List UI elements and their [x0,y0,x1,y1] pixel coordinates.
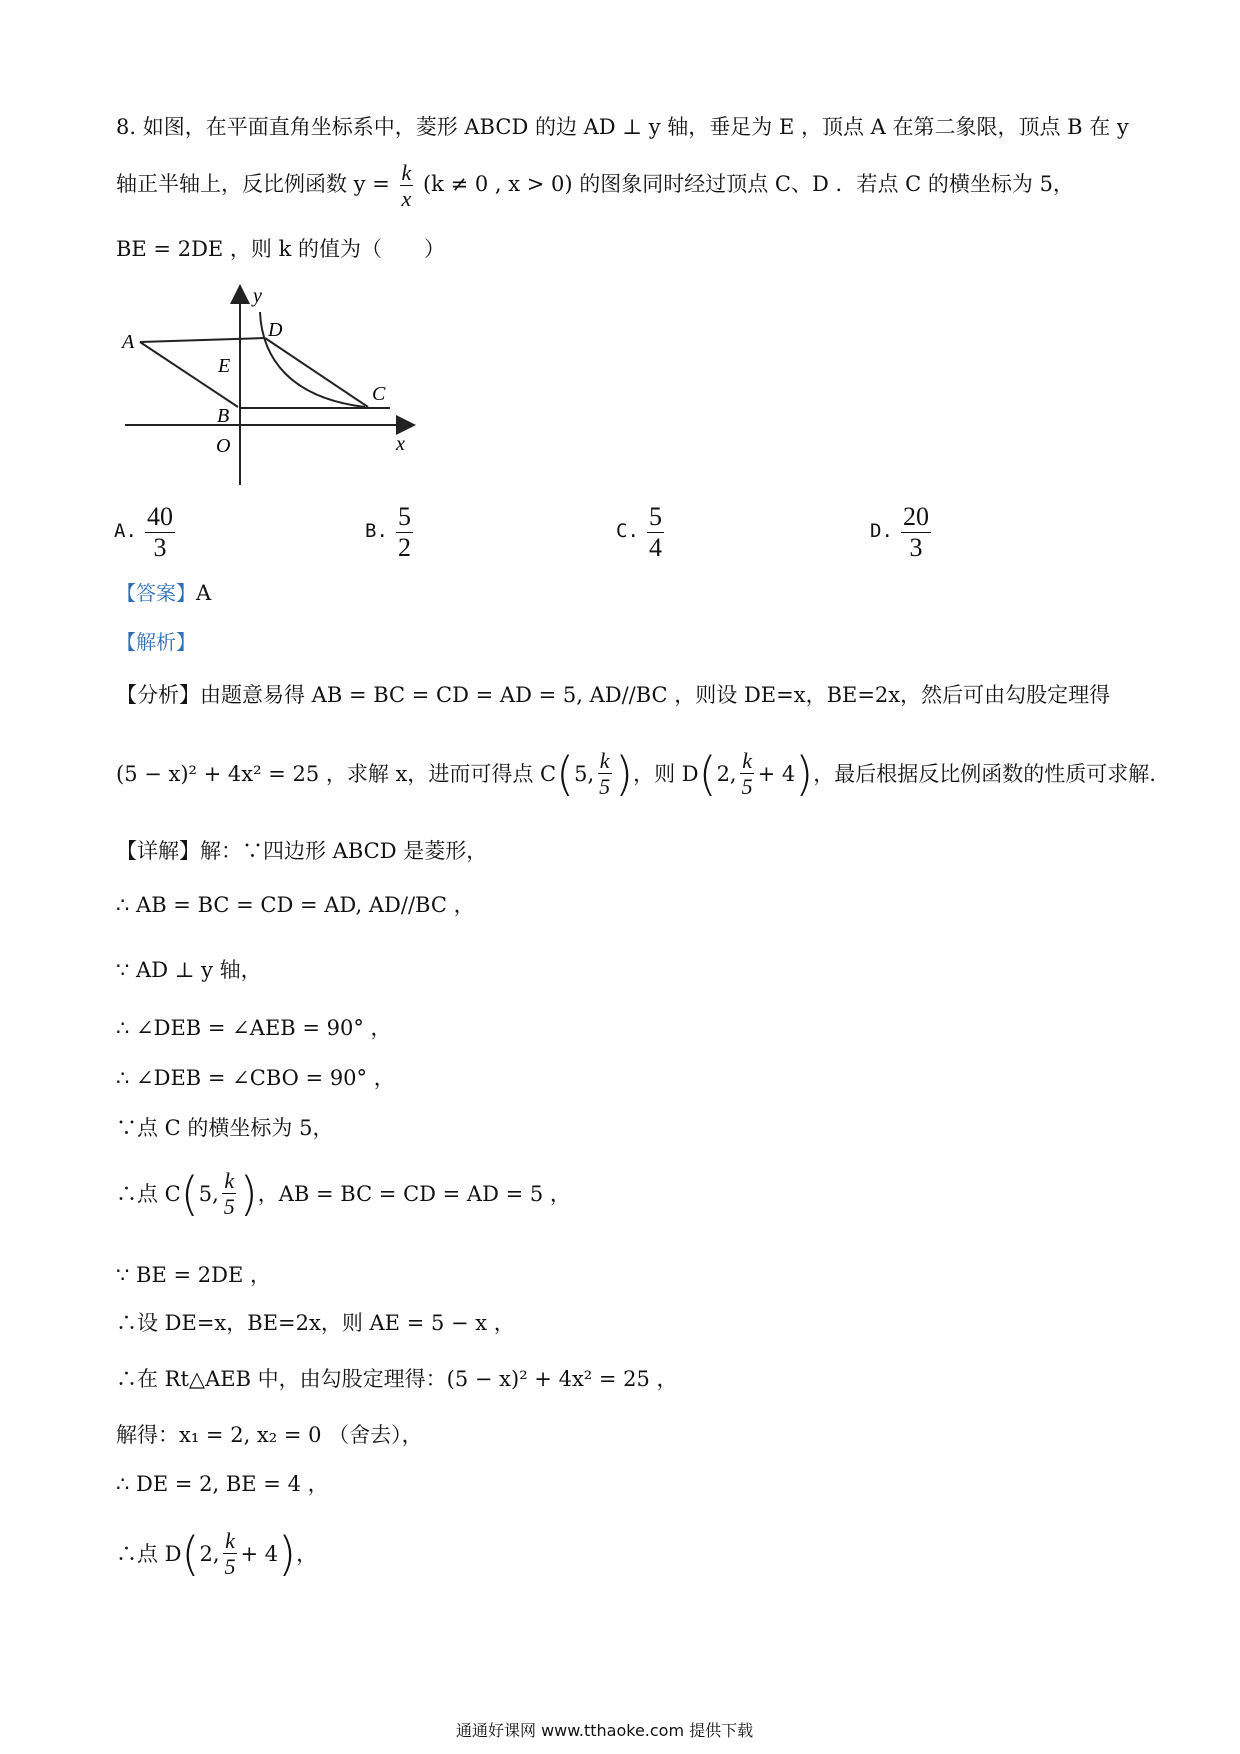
detail-d-x: 2, [199,1541,220,1566]
option-c-label: C. [616,520,639,542]
fenxi-c-fraction [597,748,612,799]
option-c-fraction [647,502,664,563]
option-d-label: D. [870,520,893,542]
option-a-label: A. [114,520,137,542]
detail-d-pre: ∴点 D [116,1541,182,1566]
label-d: D [268,319,283,341]
option-c-num: 5 [648,502,662,531]
label-b: B [217,405,230,427]
geometry-figure [110,280,430,490]
detail-line-6: ∵点 C 的横坐标为 5， [116,1116,334,1140]
option-b-den: 2 [397,533,411,562]
option-d-den: 3 [909,533,923,562]
option-b-num: 5 [397,502,411,531]
fenxi-c-k: k [599,748,610,773]
label-c: C [372,383,386,405]
question-line-2-pre: 轴正半轴上，反比例函数 y = [116,172,390,196]
detail-line-7: ∵ BE = 2DE ， [116,1263,271,1287]
detail-line-c [116,1168,571,1219]
label-x: x [396,433,405,455]
answer-value: A [196,581,212,605]
detail-line-11: ∴ DE = 2, BE = 4 ， [116,1472,329,1496]
label-e: E [218,355,231,377]
option-d[interactable] [870,502,934,563]
detail-c-pre: ∴点 C [116,1181,181,1206]
label-o: O [216,435,231,457]
detail-c-fraction [222,1168,237,1219]
fraction-numerator: k [401,160,412,185]
paren-right-4: ) [278,1526,297,1581]
inverse-function-fraction [400,160,414,211]
fenxi-line-2-c: ，则 D [633,761,699,786]
side-dc [265,338,368,407]
fenxi-d-fraction [740,748,755,799]
detail-line-4: ∴ ∠DEB = ∠AEB = 90° ， [116,1016,392,1040]
question-line-2 [116,160,1074,211]
paren-left-2: ( [698,746,717,801]
detail-line-2: ∴ AB = BC = CD = AD, AD//BC ， [116,893,475,917]
paren-right-3: ) [239,1166,258,1221]
fenxi-line-2 [116,748,1156,799]
option-a-den: 3 [153,533,167,562]
option-b-fraction [396,502,413,563]
fenxi-c-den: 5 [599,774,611,799]
detail-d-plus: + 4 [240,1541,279,1566]
detail-c-post: ，AB = BC = CD = AD = 5 ， [257,1181,571,1206]
option-b[interactable] [365,502,416,563]
detail-c-x: 5, [198,1181,219,1206]
analysis-tag: 【解析】 [116,630,196,654]
answer-line [116,578,211,608]
fenxi-line-2-a: (5 − x)² + 4x² = 25 ，求解 x，进而可得点 C [116,761,557,786]
paren-left-4: ( [181,1526,200,1581]
option-c-den: 4 [648,533,662,562]
paren-left-3: ( [180,1166,199,1221]
option-d-fraction [901,502,931,563]
option-d-num: 20 [902,502,929,531]
option-a[interactable] [114,502,178,563]
detail-d-den: 5 [224,1554,236,1579]
detail-line-5: ∴ ∠DEB = ∠CBO = 90° ， [116,1066,395,1090]
question-line-3: BE = 2DE ，则 k 的值为（ ） [116,237,445,261]
fenxi-c-x: 5, [574,761,595,786]
question-line-1: 8. 如图，在平面直角坐标系中，菱形 ABCD 的边 AD ⊥ y 轴，垂足为 E ，顶点 A 在第二象限，顶点 B 在 y [116,115,1129,139]
paren-right: ) [615,746,634,801]
option-a-fraction [145,502,175,563]
detail-line-8: ∴设 DE=x，BE=2x，则 AE = 5 − x ， [116,1311,515,1335]
fenxi-d-k: k [742,748,752,773]
detail-line-d [116,1528,317,1579]
detail-line-3: ∵ AD ⊥ y 轴， [116,958,262,982]
fenxi-d-x: 2, [716,761,737,786]
question-line-2-post: (k ≠ 0 , x > 0) 的图象同时经过顶点 C、D ．若点 C 的横坐标为 5， [422,172,1074,196]
option-a-num: 40 [146,502,173,531]
detail-line-1: 【详解】解：∵四边形 ABCD 是菱形， [116,839,488,863]
fenxi-line-2-f: ，最后根据反比例函数的性质可求解. [813,761,1156,786]
option-b-label: B. [365,520,388,542]
paren-left: ( [556,746,575,801]
side-ad [140,338,265,342]
paren-right-2: ) [795,746,814,801]
detail-line-10: 解得：x₁ = 2, x₂ = 0 （舍去）， [116,1423,423,1447]
detail-line-9: ∴在 Rt△AEB 中，由勾股定理得：(5 − x)² + 4x² = 25 ， [116,1367,678,1391]
fenxi-d-plus: + 4 [757,761,796,786]
fraction-denominator: x [401,186,412,211]
answer-tag: 【答案】 [116,581,196,605]
label-y: y [253,285,262,307]
fenxi-d-den: 5 [741,774,753,799]
option-c[interactable] [616,502,667,563]
fenxi-line-1: 【分析】由题意易得 AB = BC = CD = AD = 5, AD//BC ，则设 DE=x，BE=2x，然后可由勾股定理得 [116,683,1111,707]
detail-c-k: k [224,1168,235,1193]
label-a: A [122,331,135,353]
detail-d-fraction [223,1528,238,1579]
detail-d-end: ， [296,1541,318,1566]
detail-c-den: 5 [223,1194,235,1219]
page-footer: 通通好课网 www.tthaoke.com 提供下载 [456,1721,754,1740]
detail-d-k: k [225,1528,235,1553]
